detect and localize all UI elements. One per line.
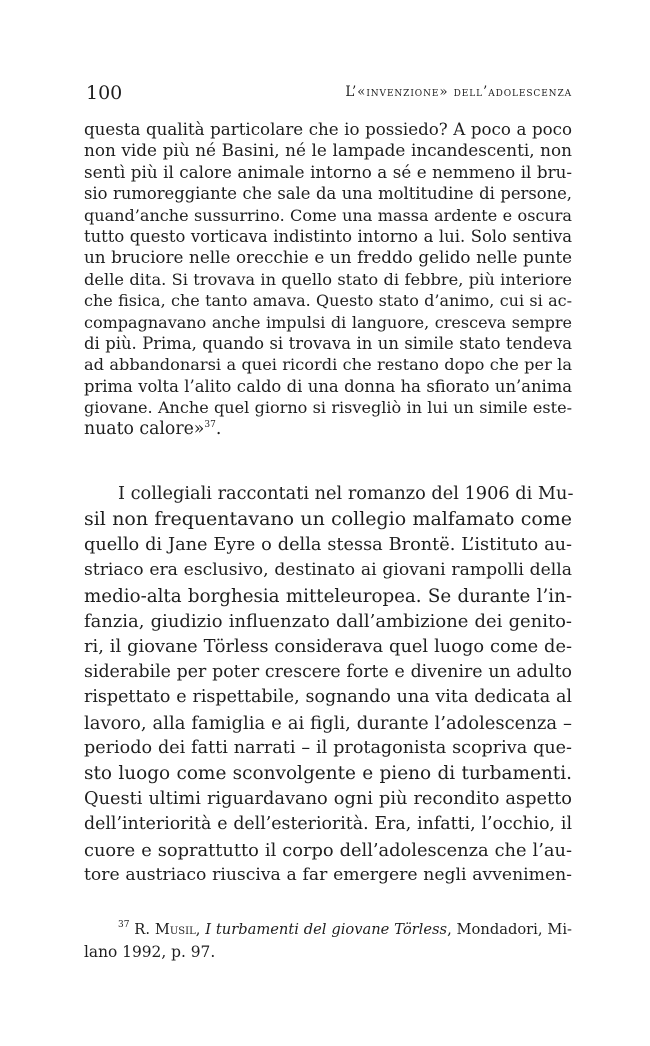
- footnote-comma: ,: [195, 921, 201, 938]
- quote-line: questa qualità particolare che io possiedo? A poco a poco: [84, 120, 572, 139]
- footnote-number: 37: [118, 920, 130, 930]
- body-line: medio-alta borghesia mitteleuropea. Se durante l’in-: [84, 585, 572, 607]
- quote-line: sio rumoreggiante che sale da una moltitudine di persone,: [84, 184, 572, 204]
- body-line: lavoro, alla famiglia e ai figli, durante l’adolescenza –: [84, 712, 572, 734]
- body-line: sto luogo come sconvolgente e pieno di turbamenti.: [84, 763, 572, 785]
- quote-line: non vide più né Basini, né le lampade incandescenti, non: [84, 140, 572, 161]
- quote-line: giovane. Anche quel giorno si risvegliò in lui un simile este-: [84, 398, 572, 418]
- body-line: periodo dei fatti narrati – il protagonista scopriva que-: [84, 738, 572, 759]
- body-line: siderabile per poter crescere forte e divenire un adulto: [84, 661, 572, 682]
- running-head-title: invenzione: [366, 84, 440, 100]
- body-line: rispettato e rispettabile, sognando una vita dedicata al: [84, 687, 572, 708]
- running-head: [345, 84, 572, 100]
- quote-line: tutto questo vorticava indistinto intorno a lui. Solo sentiva: [84, 227, 572, 247]
- quote-last-line: [84, 419, 572, 440]
- quote-line: quand’anche sussurrino. Come una massa ardente e oscura: [84, 205, 572, 225]
- running-head-suffix: » dell’adolescenza: [439, 84, 572, 100]
- quote-line: compagnavano anche impulsi di languore, cresceva sempre: [84, 312, 572, 332]
- body-line: tore austriaco riusciva a far emergere negli avvenimen-: [84, 865, 572, 886]
- body-line: I collegiali raccontati nel romanzo del 1906 di Mu-: [118, 484, 574, 504]
- footnote-initial: R.: [134, 921, 150, 938]
- page-number: 100: [86, 82, 123, 104]
- running-head-prefix: L’«: [345, 84, 367, 100]
- quote-line: ad abbandonarsi a quei ricordi che restano dopo che per la: [84, 355, 572, 375]
- quote-line: di più. Prima, quando si trovava in un simile stato tendeva: [84, 334, 572, 354]
- footnote-publisher: , Mondadori, Mi-: [447, 921, 572, 938]
- quote-line: prima volta l’alito caldo di una donna ha sfiorato un’anima: [84, 376, 572, 396]
- footnote-reference[interactable]: 37: [204, 419, 216, 430]
- quote-line: un bruciore nelle orecchie e un freddo gelido nelle punte: [84, 247, 572, 268]
- quote-line: delle dita. Si trovava in quello stato di febbre, più interiore: [84, 269, 572, 289]
- quote-last-suffix: .: [215, 418, 222, 439]
- body-line: dell’interiorità e dell’esteriorità. Era, infatti, l’occhio, il: [84, 814, 572, 835]
- footnote-line: lano 1992, p. 97.: [84, 943, 216, 961]
- quote-line: sentì più il calore animale intorno a sé e nemmeno il bru-: [84, 161, 572, 182]
- body-line: cuore e soprattutto il corpo dell’adolescenza che l’au-: [84, 839, 572, 861]
- body-paragraph: [84, 482, 572, 889]
- body-line: Questi ultimi riguardavano ogni più recondito aspetto: [84, 788, 572, 809]
- page-header: [84, 82, 572, 106]
- footnote-book-title: I turbamenti del giovane Törless: [205, 921, 448, 938]
- footnote-author: Musil: [154, 921, 196, 938]
- quote-line: che fisica, che tanto amava. Questo stato d’animo, cui si ac-: [84, 291, 572, 311]
- body-line: sil non frequentavano un collegio malfamato come: [84, 508, 572, 531]
- body-line: fanzia, giudizio influenzato dall’ambizione dei genito-: [84, 611, 572, 633]
- footnote-line: [84, 918, 572, 941]
- quote-block: [84, 119, 572, 440]
- body-line: quello di Jane Eyre o della stessa Brontë. L’istituto au-: [84, 534, 572, 555]
- quote-last-text: nuato calore»: [84, 418, 205, 439]
- body-line: ri, il giovane Törless considerava quel luogo come de-: [84, 636, 572, 658]
- body-line: striaco era esclusivo, destinato ai giovani rampolli della: [84, 560, 572, 581]
- footnote: [84, 918, 572, 964]
